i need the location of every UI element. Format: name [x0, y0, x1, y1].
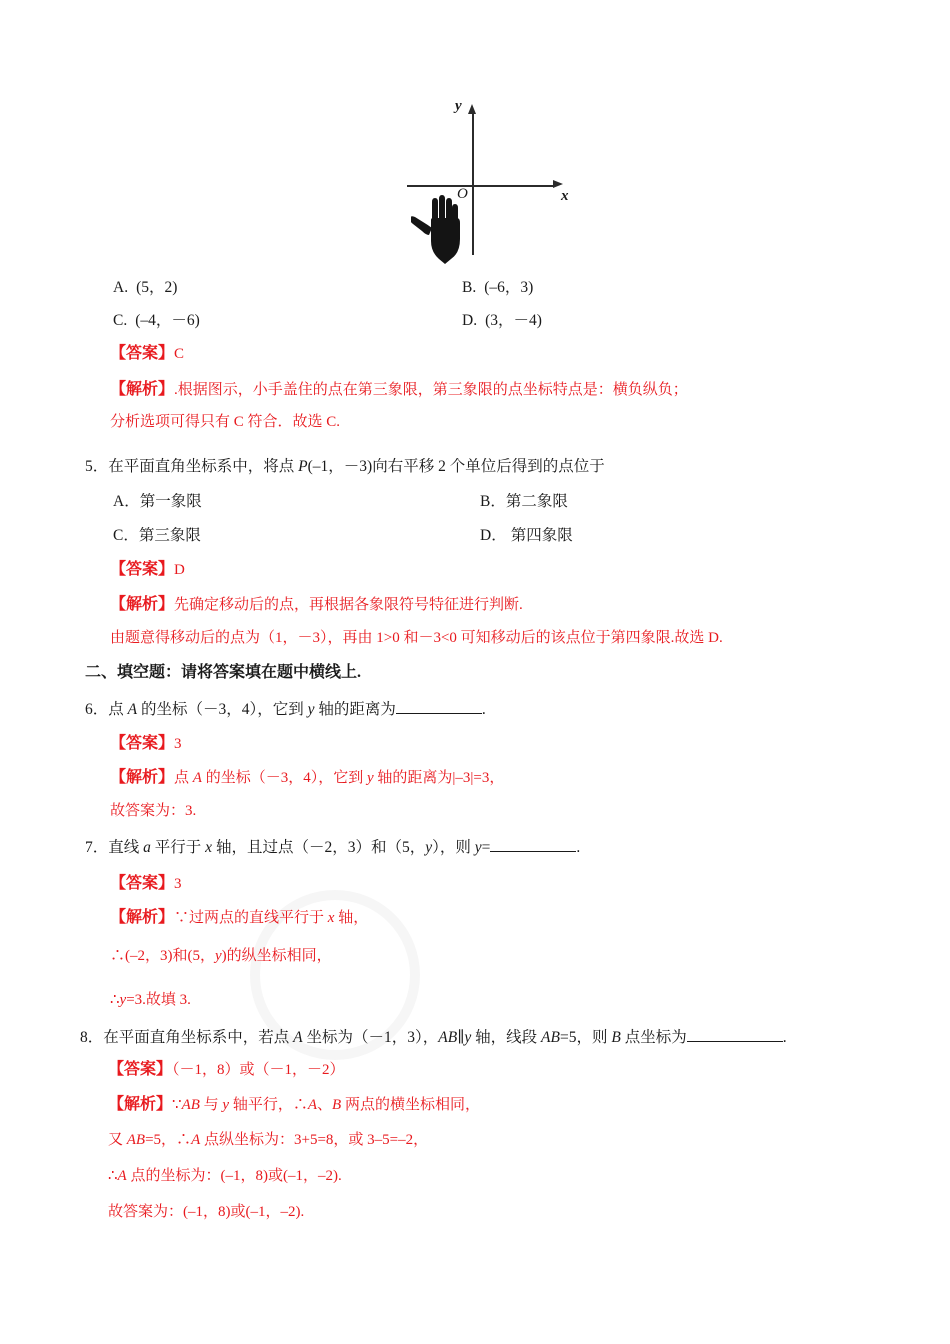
q6-number: 6． — [85, 701, 109, 718]
q6-answer — [110, 736, 182, 752]
q8-analysis-3a: ∴ — [108, 1168, 118, 1184]
q7-answer-label: 【答案】 — [110, 875, 175, 892]
q5-number: 5． — [85, 458, 109, 475]
q5-option-b[interactable] — [480, 494, 568, 510]
q8-analysis-line-1 — [108, 1097, 480, 1113]
q5-stem-var: P — [298, 458, 308, 475]
q7-answer-blank[interactable] — [490, 851, 576, 852]
y-axis — [472, 112, 474, 255]
q6-analysis-var2: y — [366, 770, 374, 786]
q6-analysis-var: A — [192, 770, 202, 786]
q6-stem-part1: 点 — [108, 701, 128, 718]
q4-option-b-key: B. — [462, 279, 477, 296]
q5-stem-part2: (–1，－3)向右平移 2 个单位后得到的点位于 — [307, 458, 605, 475]
q8-answer-blank[interactable] — [687, 1041, 783, 1042]
q8-answer-value: （－1，8）或（－1，－2） — [172, 1062, 345, 1078]
q8-analysis-3var: A — [117, 1168, 127, 1184]
q8-stem-tail: . — [782, 1029, 787, 1046]
q6-answer-value: 3 — [174, 736, 182, 752]
q7-stem — [85, 840, 580, 856]
q5-option-c-key: C． — [113, 527, 139, 544]
q6-stem-var2: y — [307, 701, 315, 718]
q8-analysis-1var4: B — [332, 1097, 342, 1113]
q8-stem-part4: 轴，线段 — [471, 1029, 542, 1046]
q5-option-d-text: 第四象限 — [510, 527, 573, 544]
q5-analysis-text-1: 先确定移动后的点，再根据各象限符号特征进行判断. — [174, 597, 523, 613]
q5-option-c[interactable] — [113, 528, 201, 544]
q7-stem-part5: = — [481, 839, 491, 856]
q5-stem-part1: 在平面直角坐标系中，将点 — [108, 458, 299, 475]
q7-analysis-3a: ∴ — [110, 992, 120, 1008]
q8-analysis-2a: 又 — [108, 1132, 127, 1148]
q4-analysis-line-2: 分析选项可得只有 C 符合．故选 C. — [110, 414, 341, 430]
q8-analysis-1e: 两点的横坐标相同， — [341, 1097, 480, 1113]
q8-stem-part5: =5，则 — [559, 1029, 612, 1046]
q7-analysis-line-3 — [110, 993, 191, 1008]
q4-option-a[interactable] — [113, 280, 177, 296]
q8-stem-part2: 坐标为（－1，3）， — [302, 1029, 439, 1046]
q6-analysis-label: 【解析】 — [110, 769, 175, 786]
q4-answer-label: 【答案】 — [110, 345, 175, 362]
q8-analysis-1d: 、 — [317, 1097, 333, 1113]
q4-analysis-line-1 — [110, 382, 688, 398]
q8-stem-var3: y — [464, 1029, 472, 1046]
q8-analysis-1a: ∵ — [172, 1097, 182, 1113]
q6-stem-var: A — [127, 701, 138, 718]
q7-stem-var4: y — [474, 839, 482, 856]
q6-answer-blank[interactable] — [396, 713, 482, 714]
coordinate-plane-figure — [395, 100, 585, 265]
q7-analysis-label: 【解析】 — [110, 909, 175, 926]
y-axis-arrow-icon — [468, 104, 476, 114]
q8-analysis-1b: 与 — [199, 1097, 223, 1113]
x-axis-label: x — [561, 188, 569, 204]
q7-analysis-1b: 轴， — [334, 910, 369, 926]
q7-stem-tail: . — [576, 839, 581, 856]
q4-answer-value: C — [174, 346, 185, 362]
q5-answer-value: D — [174, 562, 185, 578]
q8-stem-var: A — [293, 1029, 303, 1046]
q7-stem-var3: y — [425, 839, 433, 856]
q7-analysis-2a: ∴(–2，3)和(5， — [110, 948, 215, 964]
q7-analysis-3var: y — [119, 992, 127, 1008]
q8-number: 8． — [80, 1029, 104, 1046]
q6-stem-tail: . — [481, 701, 486, 718]
q8-analysis-2c: 点纵坐标为：3+5=8，或 3–5=–2， — [200, 1132, 429, 1148]
q7-number: 7． — [85, 839, 109, 856]
q6-analysis-1c: 轴的距离为|–3|=3， — [373, 770, 505, 786]
q4-option-b[interactable] — [462, 280, 533, 296]
q7-analysis-2b: )的纵坐标相同， — [221, 948, 332, 964]
q7-analysis-var: x — [327, 910, 335, 926]
q4-option-d[interactable] — [462, 313, 542, 329]
q8-stem — [80, 1030, 787, 1046]
y-axis-label: y — [455, 98, 462, 114]
q4-option-c[interactable] — [113, 313, 200, 329]
q5-analysis-line-1 — [110, 597, 523, 613]
q8-answer-label: 【答案】 — [108, 1061, 173, 1078]
q5-option-b-text: 第二象限 — [505, 493, 568, 510]
q8-answer — [108, 1062, 345, 1078]
q7-stem-part3: 轴，且过点（－2，3）和（5， — [212, 839, 426, 856]
q7-analysis-1a: ∵过两点的直线平行于 — [174, 910, 328, 926]
q8-analysis-1var3: A — [307, 1097, 318, 1113]
q8-analysis-line-4: 故答案为：(–1，8)或(–1，–2). — [108, 1204, 305, 1220]
q8-analysis-2b: =5，∴ — [145, 1132, 192, 1148]
origin-label: O — [457, 186, 468, 202]
q5-analysis-label: 【解析】 — [110, 596, 175, 613]
q4-analysis-text-1: .根据图示，小手盖住的点在第三象限，第三象限的点坐标特点是：横负纵负； — [174, 382, 688, 398]
q8-stem-part3: ∥ — [457, 1029, 465, 1046]
q5-answer — [110, 562, 185, 578]
q5-option-a-text: 第一象限 — [139, 493, 202, 510]
q4-option-c-key: C. — [113, 312, 128, 329]
q7-answer — [110, 876, 182, 892]
q4-option-c-text: (–4，－6) — [135, 312, 200, 329]
q8-analysis-2var: AB — [126, 1132, 146, 1148]
q7-analysis-line-2 — [110, 949, 332, 964]
q7-analysis-2var: y — [215, 948, 222, 964]
q6-stem-part3: 轴的距离为 — [314, 701, 396, 718]
q8-analysis-1var: AB — [181, 1097, 200, 1113]
q8-stem-part6: 点坐标为 — [620, 1029, 687, 1046]
q5-option-a-key: A． — [113, 493, 140, 510]
q5-option-d-key: D． — [480, 527, 507, 544]
section-2-heading: 二、填空题：请将答案填在题中横线上. — [85, 664, 362, 681]
q7-analysis-3b: =3.故填 3. — [126, 992, 191, 1008]
q8-analysis-3b: 点的坐标为：(–1，8)或(–1，–2). — [126, 1168, 342, 1184]
q6-analysis-1a: 点 — [174, 770, 193, 786]
q4-option-b-text: (–6，3) — [484, 279, 534, 296]
x-axis — [407, 185, 555, 187]
q6-answer-label: 【答案】 — [110, 735, 175, 752]
q7-stem-part2: 平行于 — [150, 839, 206, 856]
q7-answer-value: 3 — [174, 876, 182, 892]
q8-analysis-line-3 — [108, 1169, 342, 1184]
q8-stem-var4: AB — [541, 1029, 560, 1046]
q4-option-a-text: (5，2) — [136, 279, 178, 296]
q6-analysis-line-2: 故答案为：3. — [110, 803, 197, 819]
q4-option-a-key: A. — [113, 279, 129, 296]
q5-analysis-line-2: 由题意得移动后的点为（1，－3），再由 1>0 和－3<0 可知移动后的该点位于第四象限.故选 D. — [110, 630, 723, 646]
q6-stem — [85, 702, 486, 718]
q5-stem — [85, 459, 605, 475]
q7-stem-part1: 直线 — [108, 839, 144, 856]
q8-analysis-line-2 — [108, 1133, 428, 1148]
q7-stem-part4: ），则 — [432, 839, 475, 856]
q4-answer — [110, 346, 184, 362]
q8-analysis-2var2: A — [191, 1132, 201, 1148]
q4-option-d-text: (3，－4) — [485, 312, 542, 329]
x-axis-arrow-icon — [553, 180, 563, 188]
hand-icon — [411, 192, 467, 266]
q5-option-a[interactable] — [113, 494, 202, 510]
q6-analysis-line-1 — [110, 770, 504, 786]
q5-option-b-key: B． — [480, 493, 506, 510]
q8-stem-part1: 在平面直角坐标系中，若点 — [103, 1029, 294, 1046]
q4-option-d-key: D. — [462, 312, 478, 329]
q7-analysis-line-1 — [110, 910, 368, 926]
q8-analysis-1c: 轴平行，∴ — [229, 1097, 308, 1113]
q5-answer-label: 【答案】 — [110, 561, 175, 578]
q8-stem-var2: AB — [438, 1029, 458, 1046]
q8-analysis-label: 【解析】 — [108, 1096, 173, 1113]
q8-analysis-1var2: y — [222, 1097, 230, 1113]
q7-stem-var2: x — [205, 839, 213, 856]
q5-option-d[interactable] — [480, 528, 573, 544]
q6-analysis-1b: 的坐标（－3，4），它到 — [201, 770, 367, 786]
q8-stem-var5: B — [611, 1029, 621, 1046]
q5-option-c-text: 第三象限 — [138, 527, 201, 544]
q6-stem-part2: 的坐标（－3，4），它到 — [137, 701, 308, 718]
q7-stem-var: a — [143, 839, 151, 856]
q4-analysis-label: 【解析】 — [110, 381, 175, 398]
